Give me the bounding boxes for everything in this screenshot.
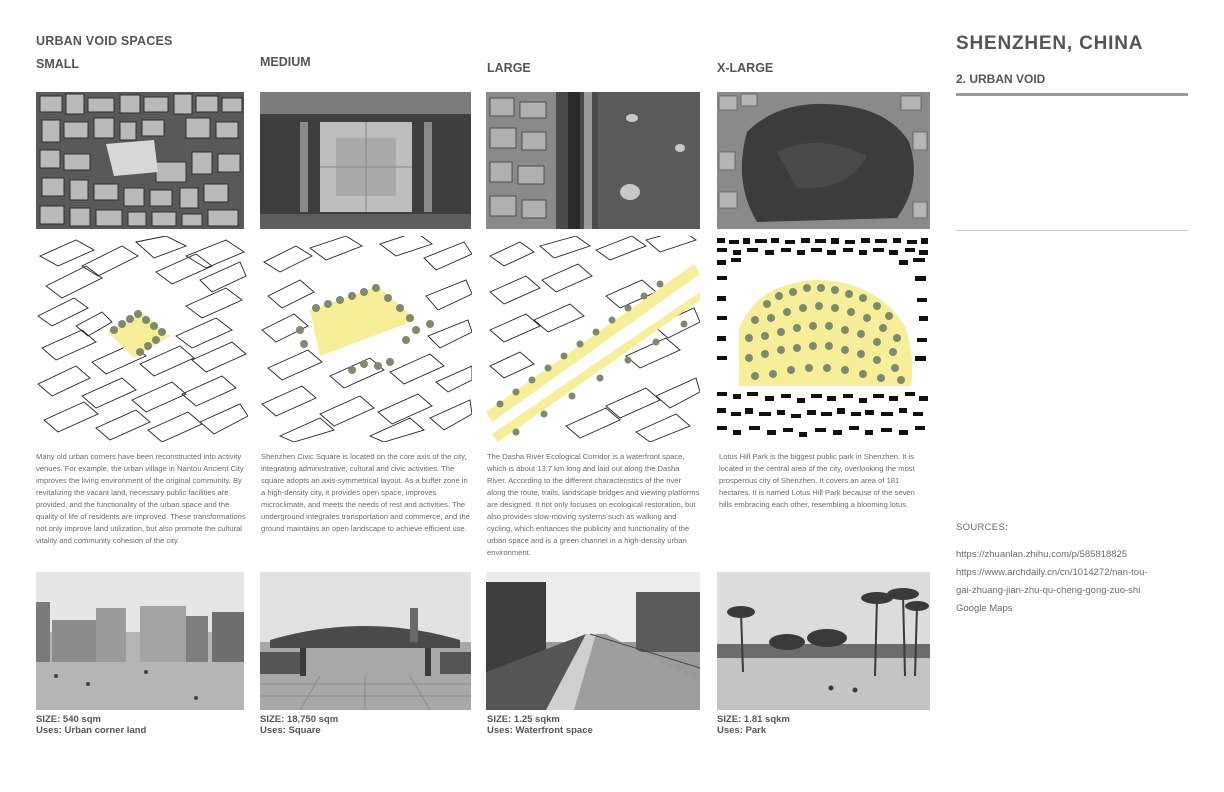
photo-large xyxy=(486,572,700,710)
size-medium: SIZE: 18,750 sqm xyxy=(260,714,339,725)
column-title-large: LARGE xyxy=(487,61,531,75)
title-rule xyxy=(956,93,1188,96)
description-large: The Dasha River Ecological Corridor is a waterfront space, which is about 13.7 km long and laid out along the Dasha River. According to the different characteristics of the river along the route, trails, landscape bridges and viewing platforms are designed. It not only focuses on ecological restoration, but also provides slow-moving systems such as walking and cycling, which enhances the publicity and functionality of the urban space and is a green channel in a high-density urban environment. xyxy=(487,452,700,557)
uses-small: Uses: Urban corner land xyxy=(36,725,147,736)
aerial-image-medium xyxy=(260,92,471,229)
description-xlarge: Lotus Hill Park is the biggest public park in Shenzhen. It is located in the central area of the city, overlooking the most prosperous city of Shenzhen. It covers an area of 181 hectares. It is named Lotus Hill Park because of the seven hills embracing each other, resembling a blooming lotus. xyxy=(719,452,915,509)
column-title-xlarge: X-LARGE xyxy=(717,61,774,75)
source-link[interactable]: https://zhuanlan.zhihu.com/p/585818825 xyxy=(956,549,1128,560)
axonometric-diagram-small xyxy=(36,236,248,442)
description-small: Many old urban corners have been reconstructed into activity venues. For example, the urban village in Nantou Ancient City improves the living environment of the original community. By revitalizing the vacant land, necessary public facilities are provided, and the functionality of the urban space and the quality of life of residents are improved. These transformations not only improve land utilization, but also promote the cultural vitality and community cohesion of the city. xyxy=(36,452,246,545)
photo-xlarge xyxy=(717,572,930,710)
sources-label: SOURCES: xyxy=(956,522,1009,533)
aerial-image-xlarge xyxy=(717,92,930,229)
uses-medium: Uses: Square xyxy=(260,725,321,736)
section-title: URBAN VOID SPACES xyxy=(36,34,173,48)
aerial-image-small xyxy=(36,92,244,229)
axonometric-diagram-large xyxy=(486,236,700,442)
photo-small xyxy=(36,572,244,710)
size-small: SIZE: 540 sqm xyxy=(36,714,101,725)
column-title-small: SMALL xyxy=(36,57,80,71)
axonometric-diagram-medium xyxy=(260,236,472,442)
size-large: SIZE: 1.25 sqkm xyxy=(487,714,560,725)
source-link-continued[interactable]: gai-zhuang-jian-zhu-qu-cheng-gong-zuo-shi xyxy=(956,585,1141,596)
aerial-image-large xyxy=(486,92,700,229)
axonometric-diagram-xlarge xyxy=(715,236,930,442)
photo-medium xyxy=(260,572,471,710)
column-title-medium: MEDIUM xyxy=(260,55,311,69)
size-xlarge: SIZE: 1.81 sqkm xyxy=(717,714,790,725)
city-title: SHENZHEN, CHINA xyxy=(956,33,1144,54)
uses-large: Uses: Waterfront space xyxy=(487,725,593,736)
source-text: Google Maps xyxy=(956,603,1013,614)
uses-xlarge: Uses: Park xyxy=(717,725,767,736)
source-link[interactable]: https://www.archdaily.cn/cn/1014272/nan-tou- xyxy=(956,567,1148,578)
description-medium: Shenzhen Civic Square is located on the core axis of the city, integrating administrative, cultural and civic activities. The square adopts an axis-symmetrical layout. As a buffer zone in a high-density city, it provides open space, improves microclimate, and meets the needs of rest and activities. The underground integrates transportation and commerce, and the ground maintains an open landscape to achieve efficient use. xyxy=(261,452,470,533)
section-divider xyxy=(956,230,1188,231)
sources-list xyxy=(956,546,1206,618)
subtitle: 2. URBAN VOID xyxy=(956,72,1046,86)
